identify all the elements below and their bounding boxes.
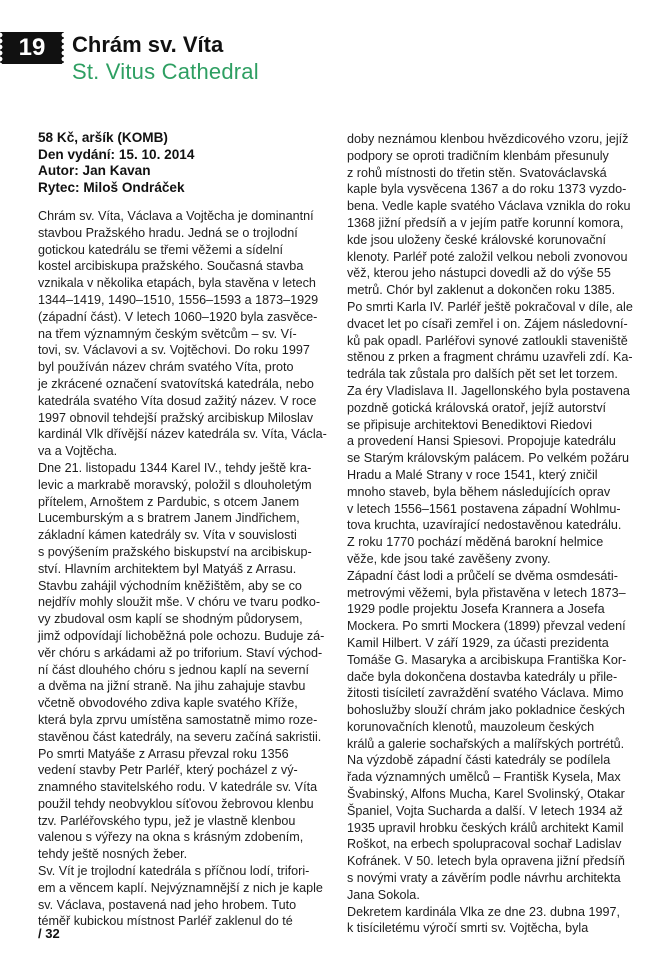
- text-line: em a věncem kaplí. Nejvýznamnější z nich je kaple: [38, 880, 323, 895]
- text-line: s povýšením pražského biskupství na arcibiskup-: [38, 544, 312, 559]
- text-line: a provedení Hansi Spiesovi. Propojuje katedrálu: [347, 434, 616, 449]
- text-line: kde jsou uloženy české královské korunovační: [347, 232, 607, 247]
- stamp-info: [38, 130, 338, 196]
- text-line: vedení stavby Petr Parléř, který pocházel z vý-: [38, 763, 298, 778]
- text-line: metrů. Chór byl zaklenut a dokončen roku 1385.: [347, 283, 616, 298]
- text-line: na třem významným českým světcům – sv. Ví-: [38, 326, 297, 341]
- text-line: 1344–1419, 1490–1510, 1556–1593 a 1873–1929: [38, 292, 319, 307]
- text-line: Dne 21. listopadu 1344 Karel IV., tehdy ještě kra-: [38, 460, 312, 475]
- text-line: valenou s výřezy na okna s krásným zdobením,: [38, 830, 304, 845]
- text-line: věže, kde jsou také zavěšeny zvony.: [347, 551, 551, 566]
- text-line: kostel arcibiskupa pražského. Současná stavba: [38, 259, 304, 274]
- text-line: Za éry Vladislava II. Jagellonského byla postavena: [347, 383, 630, 398]
- text-line: Západní část lodi a průčelí se dvěma osmdesáti-: [347, 568, 618, 583]
- text-line: va a Vojtěcha.: [38, 444, 118, 459]
- text-line: věž, kterou jeho nástupci dovedli až do výše 55: [347, 266, 611, 281]
- text-line: stavěnou část katedrály, na severu začíná sakristii.: [38, 729, 322, 744]
- text-line: tova kruchta, uzavírající nedostavěnou katedrálu.: [347, 518, 622, 533]
- text-line: (západní část). V letech 1060–1920 byla zasvěce-: [38, 309, 318, 324]
- text-line: Po smrti Karla IV. Parléř ještě pokračoval v díle, ale: [347, 299, 633, 314]
- text-line: k tisíciletému výročí smrti sv. Vojtěcha, byla: [347, 921, 589, 936]
- page-subtitle: St. Vitus Cathedral: [72, 59, 259, 84]
- text-line: včetně obvodového zdiva kaple svatého Kříže,: [38, 696, 298, 711]
- stamp-info-line: Autor: Jan Kavan: [38, 163, 151, 178]
- text-line: dače byla dokončena dostavba katedrály u přile-: [347, 669, 618, 684]
- text-line: tovi, sv. Václavovi a sv. Vojtěchovi. Do roku 1997: [38, 343, 310, 358]
- text-line: 1935 upravil hrobku českých králů architekt Kamil: [347, 820, 624, 835]
- text-line: ství. Hlavním architektem byl Matyáš z Arrasu.: [38, 561, 297, 576]
- text-line: kardinál Vlk dřívější název katedrála sv. Víta, Václa-: [38, 427, 327, 442]
- text-line: korunovačních klenotů, mauzoleum českých: [347, 719, 595, 734]
- text-line: vy zbudoval osm kaplí se shodným půdorysem,: [38, 612, 303, 627]
- text-line: 1368 jižní předsíň a v jejím patře korunní komora,: [347, 215, 624, 230]
- text-line: se připisuje architektovi Benediktovi Riedovi: [347, 417, 593, 432]
- text-line: Lucemburským a s bratrem Janem Jindřichem,: [38, 511, 300, 526]
- text-line: 1929 podle projektu Josefa Krannera a Josefa: [347, 602, 605, 617]
- right-text-column: [347, 131, 647, 937]
- text-line: podpory se oproti tradičním klenbám přesunuly: [347, 148, 609, 163]
- text-line: bena. Vedle kaple svatého Václava vznikla do roku: [347, 199, 631, 214]
- text-line: doby neznámou klenbou hvězdicového vzoru, jejíž: [347, 132, 629, 146]
- stamp-number: 19: [18, 34, 46, 61]
- text-line: pozdně gotická královská oratoř, jejíž autorství: [347, 400, 606, 415]
- text-line: kaple byla vysvěcena 1367 a do roku 1373 vyzdo-: [347, 182, 627, 197]
- text-line: Chrám sv. Víta, Václava a Vojtěcha je dominantní: [38, 209, 314, 223]
- stamp-badge: [0, 32, 64, 64]
- text-line: základní kámen katedrály sv. Víta v souvislosti: [38, 528, 297, 543]
- page-number: / 32: [38, 926, 60, 941]
- text-line: metrovými věžemi, byla přistavěna v letech 1873–: [347, 585, 626, 600]
- text-line: Jana Sokola.: [347, 887, 420, 902]
- stamp-info-line: Den vydání: 15. 10. 2014: [38, 146, 195, 162]
- text-line: znamného stavitelského rodu. V katedrále sv. Víta: [38, 780, 318, 795]
- text-line: Mockera. Po smrti Mockera (1899) převzal vedení: [347, 619, 626, 634]
- text-line: klenoty. Parléř poté založil velkou neboli zvonovou: [347, 249, 628, 264]
- text-line: králů a galerie sochařských a malířských portrétů.: [347, 736, 625, 751]
- text-line: Kofránek. V 50. letech byla opravena jižní předsíň: [347, 854, 625, 869]
- text-line: Španiel, Vojta Sucharda a další. V letech 1934 až: [347, 803, 623, 818]
- text-line: sv. Václava, postavená nad jeho hrobem. Tuto: [38, 897, 297, 912]
- text-line: žitosti tisíciletí zavraždění svatého Václava. Mimo: [347, 686, 624, 701]
- text-line: Sv. Vít je trojlodní katedrála s příčnou lodí, trifori-: [38, 864, 310, 879]
- text-line: Stavbu zahájil východním kněžištěm, aby se co: [38, 578, 302, 593]
- text-line: Hradu a Malé Strany v roce 1541, který zničil: [347, 467, 598, 482]
- text-line: Kamil Hilbert. V září 1929, za účasti prezidenta: [347, 635, 609, 650]
- text-line: se Starým královským palácem. Po velkém požáru: [347, 451, 630, 466]
- text-line: stěnou z prken a fragment chrámu uzavřeli zdí. Ka-: [347, 350, 633, 365]
- text-line: katedrála svatého Víta dosud zažitý název. V roce: [38, 393, 317, 408]
- text-line: s novými vraty a závěrím podle návrhu architekta: [347, 871, 621, 886]
- text-line: Dekretem kardinála Vlka ze dne 23. dubna 1997,: [347, 904, 621, 919]
- text-line: bohoslužby slouží chrám jako pokladnice českých: [347, 703, 625, 718]
- text-line: Z roku 1770 pochází měděná barokní helmice: [347, 535, 604, 550]
- text-line: použil tehdy neobvyklou síťovou žebrovou klenbu: [38, 796, 314, 811]
- text-line: Po smrti Matyáše z Arrasu převzal roku 1356: [38, 746, 289, 761]
- text-line: dvacet let po císaři zemřel i on. Zájem následovní-: [347, 316, 628, 331]
- text-line: která byla zprvu umístěna samostatně mimo roze-: [38, 712, 318, 727]
- text-line: tehdy ještě nosných žeber.: [38, 847, 188, 862]
- left-text-column: [38, 208, 338, 930]
- stamp-info-line: 58 Kč, aršík (KOMB): [38, 130, 168, 145]
- text-line: mnoho staveb, byla během následujících oprav: [347, 484, 611, 499]
- page-title: Chrám sv. Víta: [72, 32, 224, 57]
- text-line: řada významných umělců – Františk Kysela, Max: [347, 770, 621, 785]
- text-line: nejdřív mohly sloužit mše. V chóru ve tvaru podko-: [38, 595, 321, 610]
- text-line: vznikala v několika etapách, byla stavěna v letech: [38, 276, 316, 291]
- text-line: Na výzdobě západní části katedrály se podílela: [347, 753, 611, 768]
- text-line: Švabinský, Alfons Mucha, Karel Svolinský, Otakar: [347, 787, 625, 802]
- text-line: tedrála tak zůstala pro dalších pět set let torzem.: [347, 367, 618, 382]
- text-line: levic a markrabě moravský, položil s dlouholetým: [38, 477, 312, 492]
- text-line: ní část dlouhého chóru s jednou kaplí na severní: [38, 662, 309, 677]
- text-line: tzv. Parléřovského typu, jež je vlastně klenbou: [38, 813, 296, 828]
- text-line: přítelem, Arnoštem z Pardubic, s otcem Janem: [38, 494, 300, 509]
- stamp-info-line: Rytec: Miloš Ondráček: [38, 179, 185, 195]
- text-line: v letech 1556–1561 postavena západní Wohlmu-: [347, 501, 621, 516]
- text-line: věr chóru s arkádami až po triforium. Staví východ-: [38, 645, 323, 660]
- text-line: Roškot, na erbech spolupracoval sochař Ladislav: [347, 837, 622, 852]
- text-line: gotickou katedrálu se třemi věžemi a sídelní: [38, 242, 283, 257]
- text-line: ků pak opadl. Parléřovi synové zatloukli staveniště: [347, 333, 628, 348]
- text-line: Tomáše G. Masaryka a arcibiskupa Františka Kor-: [347, 652, 627, 667]
- text-line: stavbou Pražského hradu. Jedná se o trojlodní: [38, 225, 298, 240]
- text-line: jimž odpovídají lichoběžná pole ochozu. Buduje zá-: [38, 628, 325, 643]
- text-line: byl používán název chrám svatého Víta, proto: [38, 360, 294, 375]
- text-line: 1997 obnovil tehdejší pražský arcibiskup Miloslav: [38, 410, 314, 425]
- text-line: z rohů místnosti do třetin stěn. Svatováclavská: [347, 165, 607, 180]
- text-line: je zkrácené označení svatovítská katedrála, nebo: [38, 376, 314, 391]
- text-line: téměř kubickou místnost Parléř zaklenul do té: [38, 914, 293, 929]
- text-line: a dvěma na jižní straně. Na jihu zahajuje stavbu: [38, 679, 306, 694]
